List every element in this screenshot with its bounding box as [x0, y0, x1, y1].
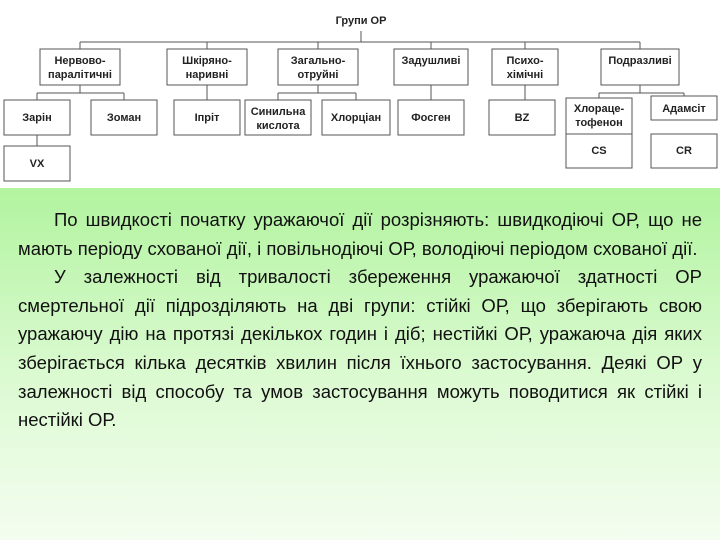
node-shkiriano-naryvni: [167, 49, 247, 85]
node-vx: [4, 146, 70, 181]
node-adamsit: [651, 96, 717, 120]
node-label-line: Подразливі: [608, 55, 672, 67]
node-label-line: VX: [29, 158, 45, 170]
node-label-line: тофенон: [575, 117, 623, 129]
diagram-title: Групи ОР: [335, 15, 387, 27]
node-label-line: Психо-: [506, 55, 544, 67]
node-label-line: CS: [591, 145, 607, 157]
node-cs: [566, 134, 632, 168]
node-label-line: Фосген: [411, 112, 451, 124]
node-label-line: хімічні: [506, 69, 544, 81]
node-cr: [651, 134, 717, 168]
node-label-line: Синильна: [250, 106, 306, 118]
node-nervovo-paralitychni: [40, 49, 120, 85]
node-podrazlyvi: [601, 49, 679, 85]
node-label-line: Зоман: [106, 112, 142, 124]
node-zarin: [4, 100, 70, 135]
diagram-canvas: [0, 0, 720, 188]
node-label-line: CR: [676, 145, 692, 157]
body-text: [18, 206, 702, 435]
node-zadushlyvi: [394, 49, 468, 85]
paragraph-persistence: У залежності від тривалості збереження уражаючої здатності ОР смертельної дії підрозділяють на дві групи: стійкі ОР, що зберігають свою уражаючу дію на протязі декількох годин і діб; нестійкі ОР, уражаюча дія яких зберігається кілька десятків хвилин після їхнього застосування. Деякі ОР у залежності від способу та умов застосування можуть поводитися як стійкі і нестійкі ОР.: [18, 266, 702, 431]
node-label-line: наривні: [185, 69, 229, 81]
node-label-line: Адамсіт: [662, 103, 706, 115]
node-bz: [489, 100, 555, 135]
node-fosgen: [398, 100, 464, 135]
node-psykhokhimichni: [492, 49, 558, 85]
node-label-line: паралітичні: [48, 69, 112, 81]
node-label-line: Хлораце-: [573, 103, 625, 115]
node-label-line: Задушливі: [401, 55, 461, 67]
node-zagalno-otruini: [278, 49, 358, 85]
node-synylna-kyslota: [245, 100, 311, 135]
node-iprit: [174, 100, 240, 135]
node-label-line: отруйні: [297, 69, 339, 81]
paragraph-onset-speed: По швидкості початку уражаючої дії розрізняють: швидкодіючі ОР, що не мають періоду схованої дії, і повільнодіючі ОР, володіючі періодом схованої дії.: [18, 209, 702, 259]
classification-diagram: [0, 0, 720, 188]
node-label-line: кислота: [256, 120, 300, 132]
node-label-line: Іпріт: [194, 112, 220, 124]
node-label-line: Зарін: [22, 112, 52, 124]
node-label-line: BZ: [514, 112, 530, 124]
node-zoman: [91, 100, 157, 135]
node-label-line: Загально-: [290, 55, 346, 67]
node-label-line: Шкіряно-: [182, 55, 232, 67]
node-label-line: Хлорціан: [330, 112, 382, 124]
node-khlortsian: [322, 100, 390, 135]
node-label-line: Нервово-: [54, 55, 106, 67]
node-khloratsetofenon: [566, 98, 632, 134]
